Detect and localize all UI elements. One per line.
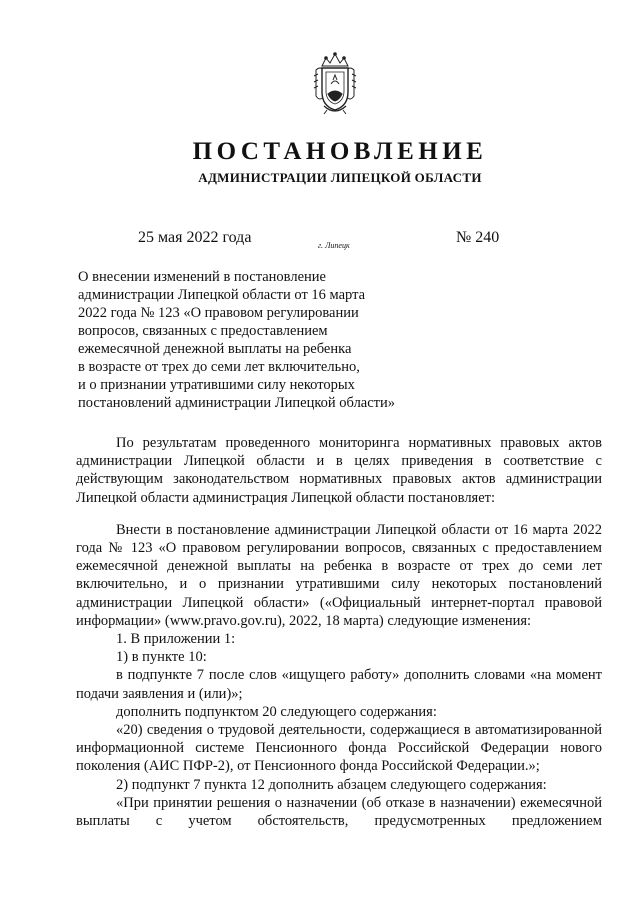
document-subtitle: АДМИНИСТРАЦИИ ЛИПЕЦКОЙ ОБЛАСТИ <box>198 170 482 185</box>
body-paragraph: 1) в пункте 10: <box>116 649 207 666</box>
document-body <box>76 434 602 830</box>
caption-line: администрации Липецкой области от 16 марта <box>78 287 366 303</box>
document-city: г. Липецк <box>318 241 350 250</box>
body-paragraph: Внести в постановление администрации Липецкой области от 16 марта 2022 года № 123 «О правовом регулировании вопросов, связанных с предоставлением ежемесячной денежной выплаты на ребенка в возрасте от трех до семи лет включительно, и о признании утратившими силу некоторых постановлений администрации Липецкой области» («Официальный интернет-портал правовой информации» (www.pravo.gov.ru), 2022, 18 марта) следующие изменения: <box>76 521 602 629</box>
document-number: № 240 <box>456 229 500 246</box>
caption-line: вопросов, связанных с предоставлением <box>78 323 328 339</box>
caption-line: в возрасте от трех до семи лет включительно, <box>78 359 360 375</box>
caption-line: О внесении изменений в постановление <box>78 269 326 285</box>
body-paragraph: «При принятии решения о назначении (об отказе в назначении) ежемесячной выплаты с учетом обстоятельств, предусмотренных предложением <box>76 794 602 830</box>
body-paragraph: 2) подпункт 7 пункта 12 дополнить абзацем следующего содержания: <box>116 776 547 793</box>
document-date: 25 мая 2022 года <box>138 229 252 246</box>
body-paragraph: дополнить подпунктом 20 следующего содержания: <box>116 703 437 720</box>
body-paragraph: «20) сведения о трудовой деятельности, содержащиеся в автоматизированной информационной системе Пенсионного фонда Российской Федерации нового поколения (АИС ПФР-2), от Пенсионного фонда Российской Федерации.»; <box>76 722 602 775</box>
caption-line: ежемесячной денежной выплаты на ребенка <box>78 341 352 357</box>
caption-line: и о признании утратившими силу некоторых <box>78 377 355 393</box>
document-title: ПОСТАНОВЛЕНИЕ <box>192 138 488 165</box>
coat-of-arms-emblem <box>312 50 358 116</box>
body-paragraph: По результатам проведенного мониторинга нормативных правовых актов администрации Липецкой области и в целях приведения в соответствие с действующим законодательством нормативных правовых актов администрации Липецкой области администрация Липецкой области постановляет: <box>76 435 602 506</box>
body-paragraph: 1. В приложении 1: <box>116 631 236 648</box>
body-paragraph: в подпункте 7 после слов «ищущего работу» дополнить словами «на момент подачи заявления и (или)»; <box>76 667 602 702</box>
caption-line: постановлений администрации Липецкой области» <box>78 395 396 411</box>
caption-line: 2022 года № 123 «О правовом регулировании <box>78 305 359 321</box>
document-caption <box>78 268 438 412</box>
